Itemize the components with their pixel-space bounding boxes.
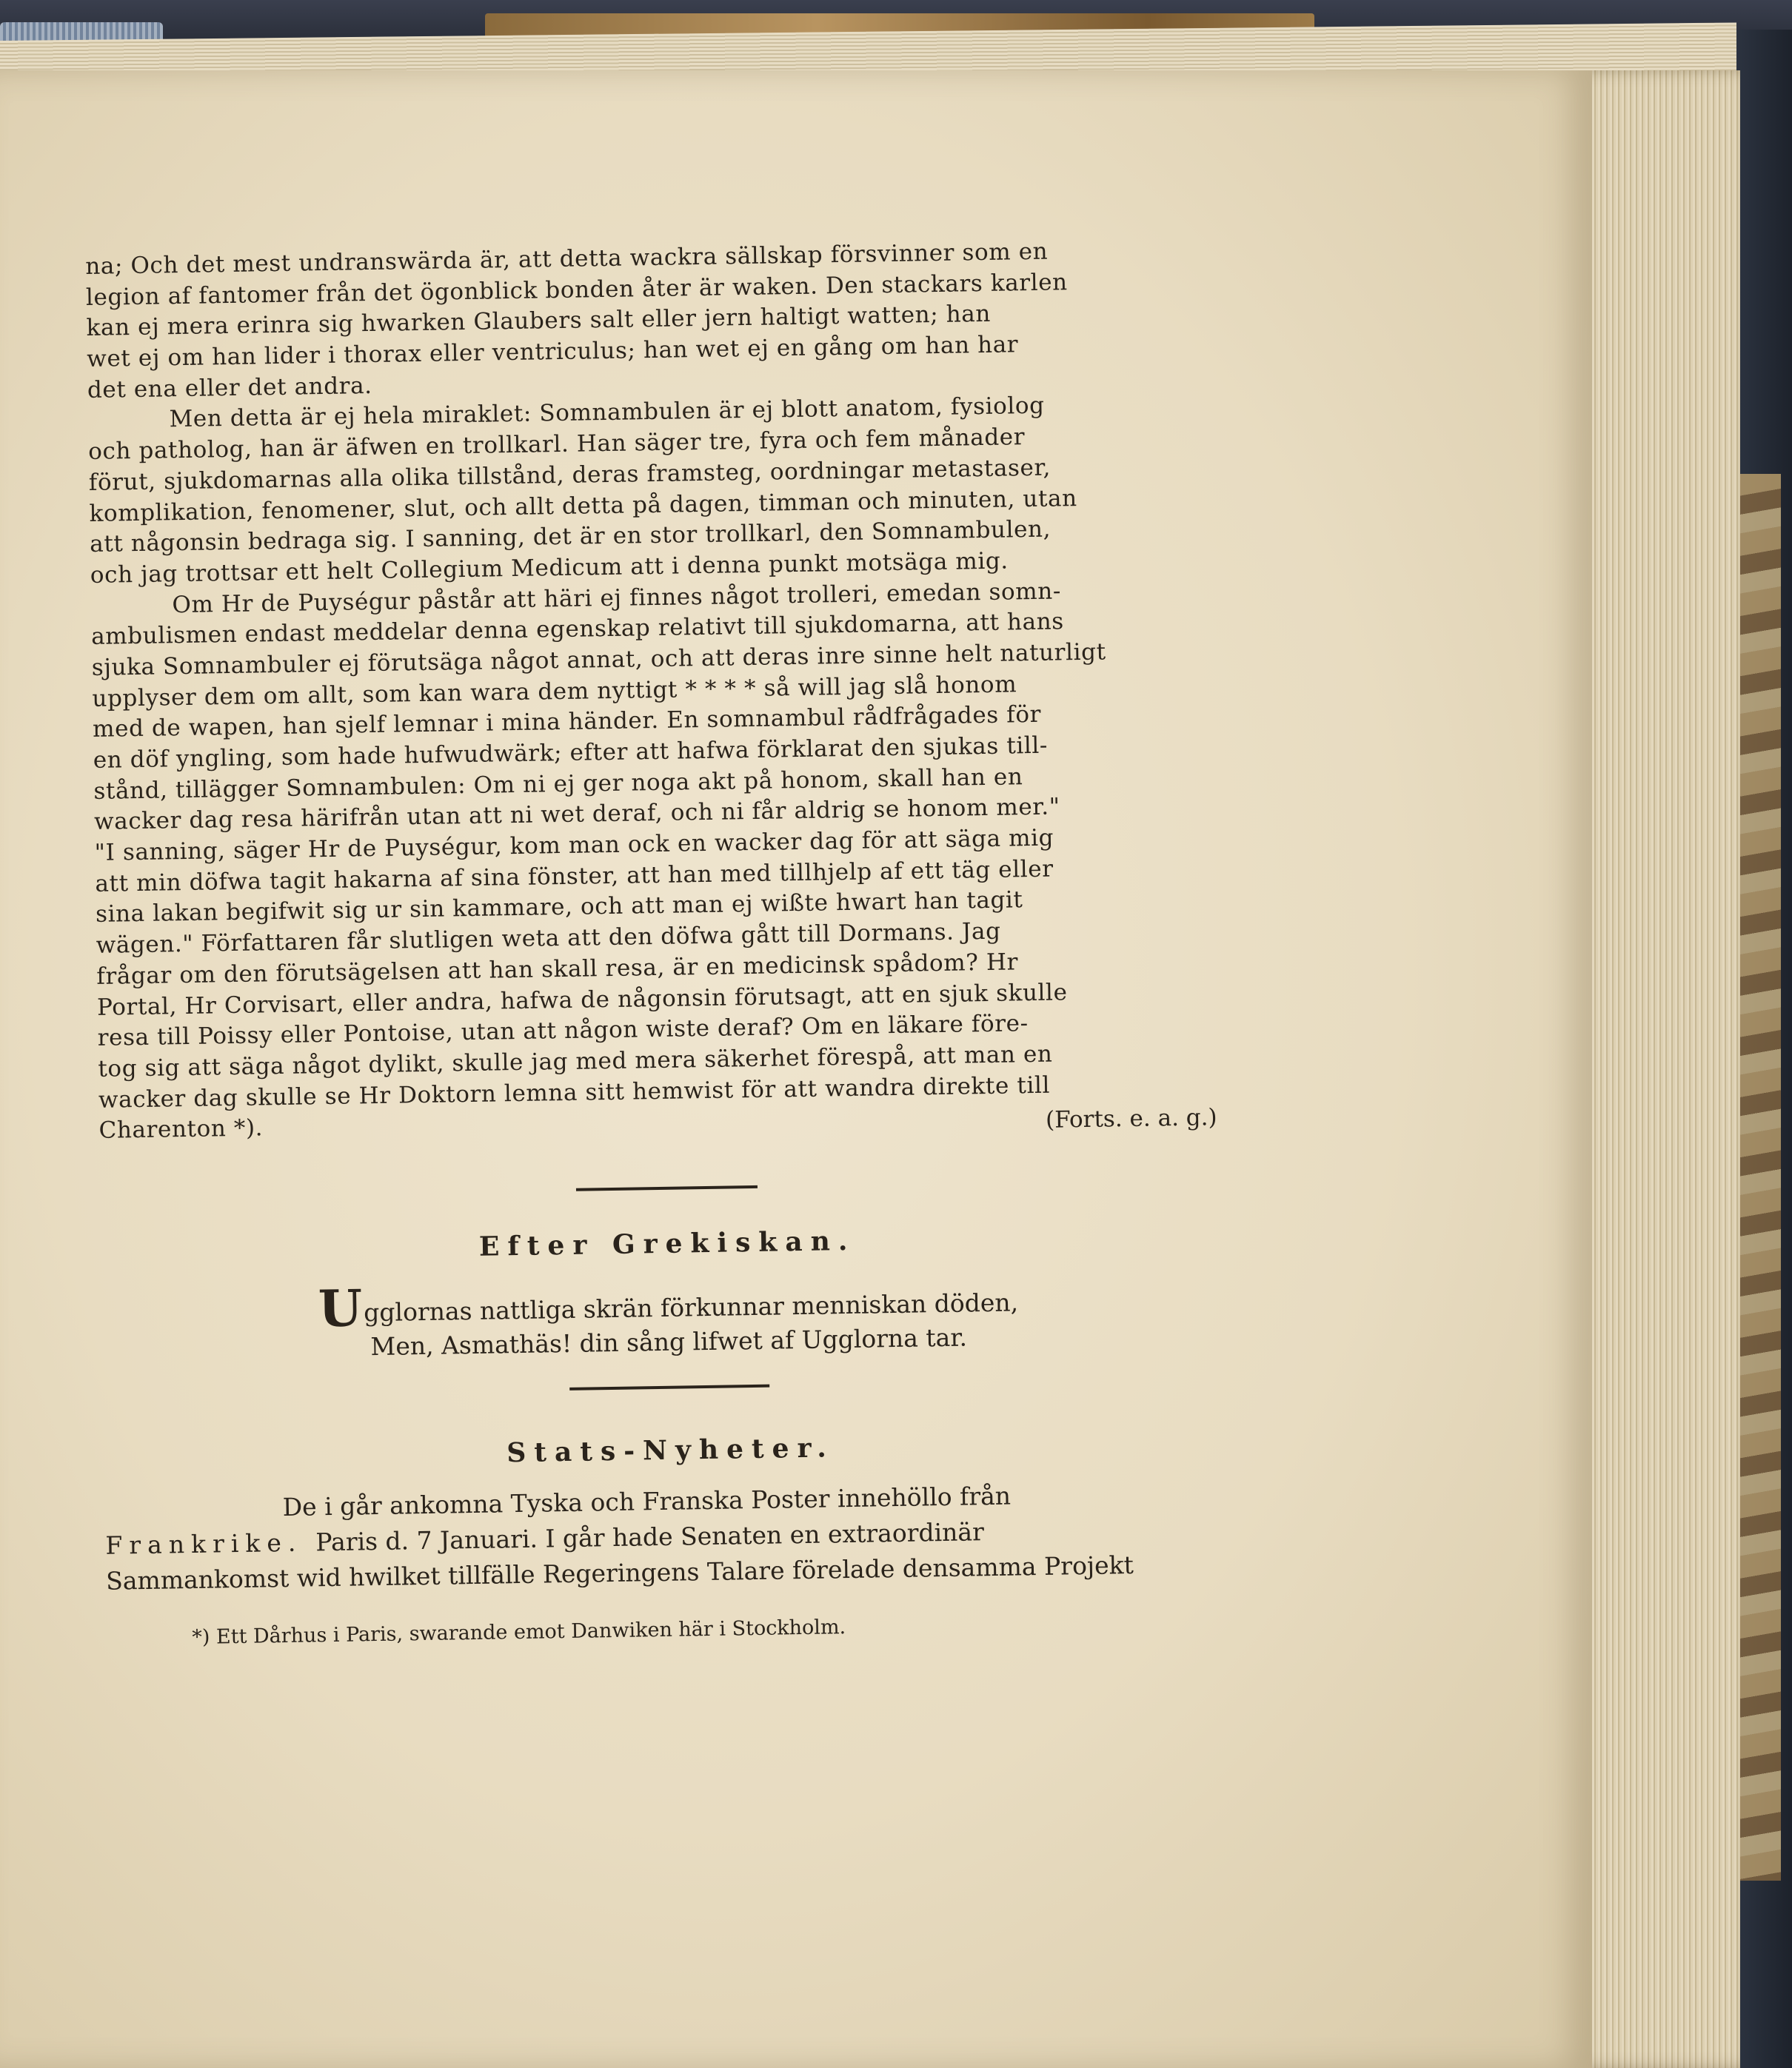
body-line: en döf yngling, som hade hufwudwärk; efter att hafwa förklarat den sjukas till- xyxy=(93,732,1049,774)
dateline-country: Frankrike. xyxy=(105,1527,303,1561)
body-line: att min döfwa tagit hakarna af sina fönster, att han med tillhjelp af ett täg eller xyxy=(95,855,1054,897)
body-line: det ena eller det andra. xyxy=(87,372,372,404)
body-line: sina lakan begifwit sig ur sin kammare, och att man ej wißte hwart han tagit xyxy=(95,886,1023,928)
body-line: sjuka Somnambuler ej förutsäga något annat, och att deras inre sinne helt naturligt xyxy=(91,638,1106,681)
body-line: Om Hr de Puységur påstår att häri ej finnes något trolleri, emedan somn- xyxy=(172,577,1062,618)
article-body xyxy=(85,234,1232,1153)
body-line: Charenton *). xyxy=(98,1114,264,1145)
section-divider xyxy=(569,1385,769,1391)
continuation-note: (Forts. e. a. g.) xyxy=(1045,1104,1217,1134)
body-line: frågar om den förutsägelsen att han skall resa, är en medicinsk spådom? Hr xyxy=(96,948,1019,990)
body-line: "I sanning, säger Hr de Puységur, kom man ock en wacker dag för att säga mig xyxy=(94,824,1054,866)
news-line-text: Paris d. 7 Januari. I går hade Senaten en extraordinär xyxy=(315,1517,985,1557)
body-line: och jag trottsar ett helt Collegium Medicum att i denna punkt motsäga mig. xyxy=(90,547,1009,589)
body-line: kan ej mera erinra sig hwarken Glaubers salt eller jern haltigt watten; han xyxy=(86,301,992,342)
body-line: och patholog, han är äfwen en trollkarl. Han säger tre, fyra och fem månader xyxy=(87,424,1026,466)
body-line: att någonsin bedraga sig. I sanning, det är en stor trollkarl, den Somnambulen, xyxy=(89,515,1052,558)
body-line: förut, sjukdomarnas alla olika tillstånd, deras framsteg, oordningar metastaser, xyxy=(88,454,1052,496)
body-line: wägen." Författaren får slutligen weta att den döfwa gått till Dormans. Jag xyxy=(96,917,1001,960)
news-heading: Stats-Nyheter. xyxy=(506,1432,835,1469)
body-line: wacker dag resa härifrån utan att ni wet deraf, och ni får aldrig se honom mer." xyxy=(93,793,1060,836)
body-line: med de wapen, han sjelf lemnar i mina händer. En somnambul rådfrågades för xyxy=(92,701,1042,743)
poem-line-text: gglornas nattliga skrän förkunnar menniskan döden, xyxy=(363,1288,1019,1328)
body-line: Portal, Hr Corvisart, eller andra, hafwa de någonsin förutsagt, att en sjuk skulle xyxy=(96,978,1068,1021)
news-intro: De i går ankomna Tyska och Franska Poster innehöllo från xyxy=(282,1481,1012,1522)
page-text xyxy=(85,234,1240,1650)
body-line: wacker dag skulle se Hr Doktorn lemna sitt hemwist för att wandra direkte till xyxy=(98,1071,1051,1114)
marbled-board xyxy=(1736,474,1781,1881)
drop-cap: U xyxy=(318,1279,363,1339)
footnote: *) Ett Dårhus i Paris, swarande emot Danwiken här i Stockholm. xyxy=(192,1616,846,1650)
news-line: Sammankomst wid hwilket tillfälle Regeringens Talare förelade densamma Projekt xyxy=(105,1550,1134,1596)
poem-line: Men, Asmathäs! din sång lifwet af Ugglorna tar. xyxy=(370,1322,968,1362)
body-line: tog sig att säga något dylikt, skulle jag med mera säkerhet förespå, att man en xyxy=(98,1040,1053,1082)
body-line: wet ej om han lider i thorax eller ventriculus; han wet ej en gång om han har xyxy=(86,331,1019,373)
body-line: Men detta är ej hela miraklet: Somnambulen är ej blott anatom, fysiolog xyxy=(169,392,1045,433)
poem-heading: Efter Grekiskan. xyxy=(478,1225,856,1263)
body-line: upplyser dem om allt, som kan wara dem nyttigt * * * * så will jag slå honom xyxy=(92,670,1017,712)
body-line: ambulismen endast meddelar denna egenskap relativt till sjukdomarna, att hans xyxy=(90,608,1065,651)
body-line: resa till Poissy eller Pontoise, utan att någon wiste deraf? Om en läkare före- xyxy=(97,1010,1029,1052)
body-line: komplikation, fenomener, slut, och allt detta på dagen, timman och minuten, utan xyxy=(89,484,1077,527)
body-line: na; Och det mest undranswärda är, att detta wackra sällskap försvinner som en xyxy=(85,238,1049,280)
body-line: legion af fantomer från det ögonblick bonden åter är waken. Den stackars karlen xyxy=(85,268,1068,311)
body-line: stånd, tillägger Somnambulen: Om ni ej ger noga akt på honom, skall han en xyxy=(93,763,1023,805)
poem xyxy=(101,1280,1235,1368)
section-divider xyxy=(575,1185,757,1191)
